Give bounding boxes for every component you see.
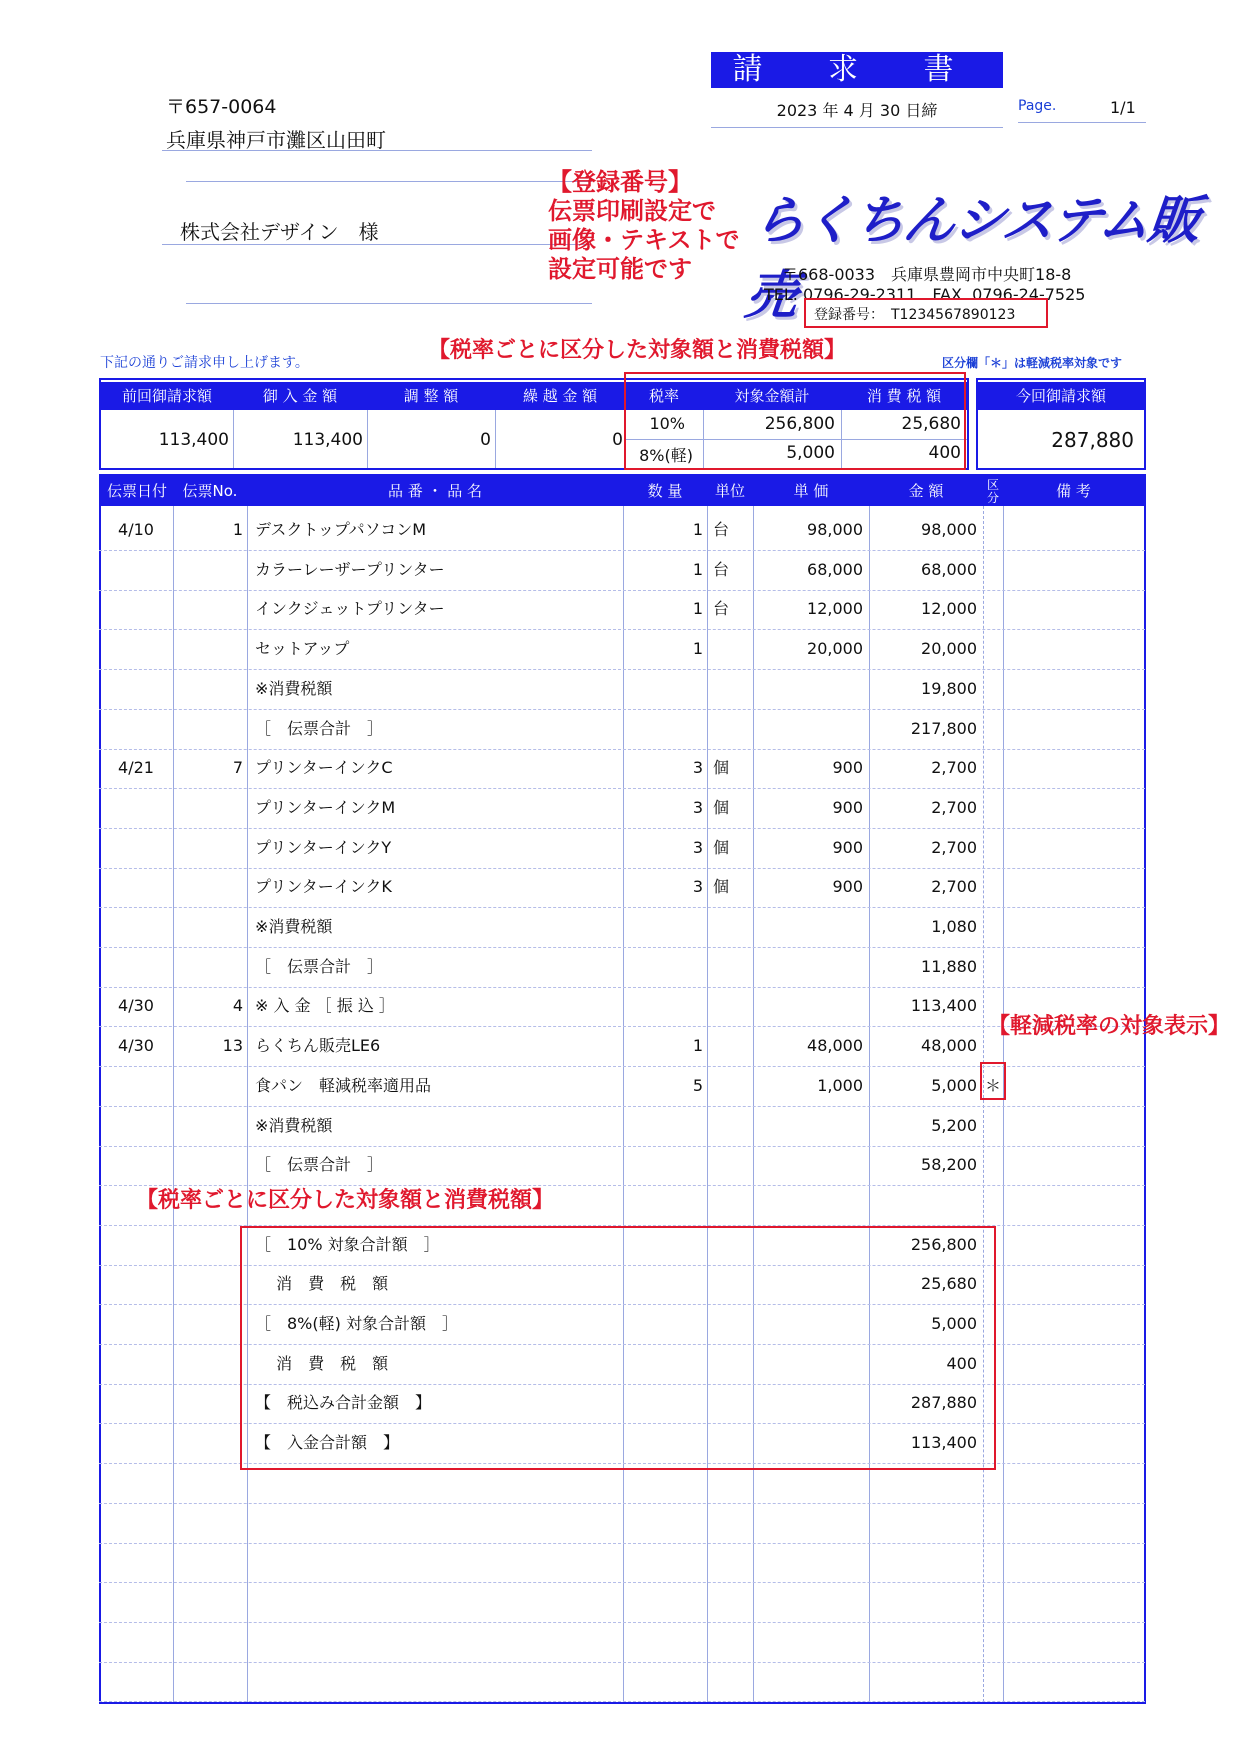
cell-qty: 3	[692, 758, 703, 778]
cell-unit: 台	[713, 599, 730, 619]
taxable-base-8: 5,000	[786, 443, 835, 463]
kubun-note: 区分欄「＊」は軽減税率対象です	[942, 356, 1123, 370]
col-header-item-name: 品 番 ・ 品 名	[247, 476, 623, 506]
cell-date	[101, 1066, 171, 1106]
cell-amount: 11,880	[921, 956, 977, 976]
cell-kubun: ＊	[984, 1075, 1001, 1095]
cell-price	[753, 947, 863, 987]
cell-price	[753, 1106, 863, 1146]
cell-price	[753, 709, 863, 749]
carryover-amount: 0	[612, 430, 623, 450]
cell-unit	[713, 947, 753, 987]
cell-date	[101, 907, 171, 947]
registration-annotation-line: 設定可能です	[548, 255, 692, 283]
cell-unit: 個	[713, 758, 730, 778]
cell-kubun	[983, 828, 1003, 868]
consumption-tax-8: 400	[928, 443, 961, 463]
adjustment-amount: 0	[480, 430, 491, 450]
cell-date	[101, 788, 171, 828]
cell-name: ※ 入 金 ［ 振 込 ］	[255, 996, 395, 1016]
cell-qty	[623, 907, 703, 947]
cell-amount: 48,000	[921, 1036, 977, 1056]
table-row	[99, 709, 1145, 750]
cell-no	[173, 947, 243, 987]
cell-no	[173, 1145, 243, 1185]
cell-kubun	[983, 510, 1003, 550]
cell-name: プリンターインクC	[255, 758, 393, 778]
cell-qty: 1	[692, 639, 703, 659]
cell-price: 1,000	[817, 1075, 863, 1095]
cell-no	[173, 709, 243, 749]
header-previous-billing: 前回御請求額	[101, 382, 233, 410]
cell-qty: 1	[692, 559, 703, 579]
tax-summary-highlight-box	[624, 372, 966, 470]
header-payment: 御 入 金 額	[233, 382, 367, 410]
table-row	[99, 1661, 1145, 1702]
company-underline	[162, 244, 592, 245]
cell-amount: 2,700	[931, 797, 977, 817]
header-current-billing: 今回御請求額	[978, 382, 1144, 410]
cell-amount: 20,000	[921, 639, 977, 659]
col-header-kubun: 区分	[983, 476, 1003, 506]
recipient-address: 兵庫県神戸市灘区山田町	[166, 128, 386, 152]
cell-unit: 台	[713, 520, 730, 539]
cell-amount: 113,400	[910, 996, 977, 1016]
table-row	[99, 907, 1145, 948]
recipient-postal: 〒657-0064	[166, 96, 277, 118]
cell-no	[173, 550, 243, 590]
cell-name: ［ 伝票合計 ］	[255, 1155, 384, 1175]
cell-kubun	[983, 788, 1003, 828]
payment-amount: 113,400	[292, 430, 363, 450]
cell-price: 48,000	[807, 1036, 863, 1056]
cell-no: 7	[232, 758, 243, 778]
tax-summary-annotation-bottom: 【税率ごとに区分した対象額と消費税額】	[136, 1188, 555, 1213]
cell-price: 900	[832, 758, 863, 778]
cell-amount: 400	[946, 1353, 977, 1373]
cell-kubun	[983, 629, 1003, 669]
cell-name: 【 入金合計額 】	[255, 1433, 400, 1453]
cell-date: 4/10	[118, 520, 154, 539]
table-row	[99, 550, 1145, 591]
cell-amount: 68,000	[921, 559, 977, 579]
cell-kubun	[983, 669, 1003, 709]
table-row	[99, 1106, 1145, 1147]
cell-price: 20,000	[807, 639, 863, 659]
cell-amount: 19,800	[921, 678, 977, 698]
table-row	[99, 510, 1145, 551]
cell-name: ［ 伝票合計 ］	[255, 956, 384, 976]
tax-rate-8-reduced: 8%(軽)	[639, 446, 693, 465]
cell-no	[173, 1264, 243, 1304]
cell-qty: 1	[692, 520, 703, 539]
cell-unit	[713, 709, 753, 749]
cell-unit: 個	[713, 797, 730, 817]
cell-price	[753, 1185, 863, 1225]
col-header-slip-no: 伝票No.	[173, 476, 247, 506]
page-number: 1/1	[1110, 98, 1136, 117]
greeting-text: 下記の通りご請求申し上げます。	[100, 355, 309, 371]
cell-price: 68,000	[807, 559, 863, 579]
header-adjustment: 調 整 額	[367, 382, 495, 410]
cell-name: ［ 伝票合計 ］	[255, 718, 384, 738]
header-carryover: 繰 越 金 額	[495, 382, 625, 410]
cell-no	[173, 867, 243, 907]
cell-amount: 58,200	[921, 1155, 977, 1175]
cell-no: 1	[232, 520, 243, 539]
cell-no	[173, 669, 243, 709]
cell-unit	[713, 1185, 753, 1225]
cell-amount	[869, 1185, 977, 1225]
registration-annotation-line: 【登録番号】	[548, 168, 692, 196]
cell-unit: 台	[713, 559, 730, 579]
consumption-tax-10: 25,680	[901, 414, 961, 434]
table-row	[99, 1145, 1145, 1186]
table-row	[99, 669, 1145, 710]
document-title: 請 求 書	[711, 52, 1003, 88]
cell-name: 消 費 税 額	[255, 1274, 389, 1294]
cell-price	[753, 1145, 863, 1185]
previous-billing-amount: 113,400	[158, 430, 229, 450]
cell-amount: 5,000	[931, 1314, 977, 1333]
cell-name: ［ 10% 対象合計額 ］	[255, 1234, 440, 1254]
cell-name: 食パン 軽減税率適用品	[255, 1075, 432, 1095]
cell-name: プリンターインクM	[255, 797, 396, 817]
cell-kubun	[983, 550, 1003, 590]
cell-date	[101, 1344, 171, 1384]
col-header-unit: 単位	[707, 476, 753, 506]
cell-unit	[713, 1106, 753, 1146]
closing-date: 2023 年 4 月 30 日締	[711, 98, 1003, 128]
cell-name: プリンターインクK	[255, 877, 392, 897]
cell-unit: 個	[713, 877, 730, 897]
cell-date	[101, 947, 171, 987]
cell-date: 4/21	[118, 758, 154, 778]
cell-unit	[713, 907, 753, 947]
cell-unit	[713, 629, 753, 669]
cell-kubun	[983, 947, 1003, 987]
cell-kubun	[983, 748, 1003, 788]
cell-price	[753, 907, 863, 947]
cell-qty: 1	[692, 599, 703, 619]
cell-no	[173, 1106, 243, 1146]
cell-amount: 113,400	[910, 1433, 977, 1453]
recipient-company: 株式会社デザイン 様	[180, 220, 379, 244]
recipient-bottom-line	[186, 303, 592, 304]
col-header-amount: 金 額	[869, 476, 983, 506]
col-header-remarks: 備 考	[1003, 476, 1144, 506]
cell-unit	[713, 1066, 753, 1106]
cell-price: 12,000	[807, 599, 863, 619]
cell-kubun	[983, 1185, 1003, 1225]
current-billing-amount: 287,880	[1051, 428, 1134, 452]
cell-name: ※消費税額	[255, 917, 333, 936]
cell-price: 900	[832, 837, 863, 857]
tax-totals-highlight-box	[240, 1226, 996, 1470]
reduced-rate-annotation: 【軽減税率の対象表示】	[988, 1014, 1231, 1039]
cell-date	[101, 629, 171, 669]
cell-no	[173, 907, 243, 947]
cell-no	[173, 788, 243, 828]
cell-name: ※消費税額	[255, 678, 333, 698]
cell-amount: 5,000	[931, 1075, 977, 1095]
cell-date	[101, 589, 171, 629]
cell-amount: 2,700	[931, 877, 977, 897]
cell-qty	[623, 709, 703, 749]
cell-unit	[713, 986, 753, 1026]
cell-kubun	[983, 867, 1003, 907]
header-tax-rate: 税率	[625, 382, 703, 410]
table-row	[99, 1582, 1145, 1623]
cell-no	[173, 589, 243, 629]
cell-name: ［ 8%(軽) 対象合計額 ］	[255, 1314, 458, 1333]
cell-date	[101, 1383, 171, 1423]
cell-qty	[623, 947, 703, 987]
cell-no	[173, 1344, 243, 1384]
cell-qty: 3	[692, 797, 703, 817]
header-consumption-tax: 消 費 税 額	[841, 382, 967, 410]
table-row	[99, 748, 1145, 789]
cell-kubun	[983, 907, 1003, 947]
cell-qty: 3	[692, 837, 703, 857]
taxable-base-10: 256,800	[764, 414, 835, 434]
cell-name: セットアップ	[255, 639, 350, 659]
cell-date	[101, 669, 171, 709]
cell-unit	[713, 669, 753, 709]
registration-annotation-line: 伝票印刷設定で	[548, 197, 716, 225]
cell-date	[101, 1423, 171, 1463]
cell-no	[173, 1383, 243, 1423]
cell-date: 4/30	[118, 996, 154, 1016]
table-row	[99, 867, 1145, 908]
cell-amount: 287,880	[910, 1393, 977, 1413]
registration-number: 登録番号： T1234567890123	[814, 307, 1016, 323]
cell-date	[101, 1106, 171, 1146]
page-underline	[1018, 122, 1146, 123]
table-row	[99, 788, 1145, 829]
table-row	[99, 629, 1145, 670]
cell-amount: 5,200	[931, 1115, 977, 1135]
cell-amount: 2,700	[931, 758, 977, 778]
cell-amount: 256,800	[910, 1234, 977, 1254]
cell-date	[101, 1225, 171, 1265]
table-row	[99, 947, 1145, 988]
cell-no: 13	[222, 1036, 243, 1056]
cell-qty: 1	[692, 1036, 703, 1056]
cell-qty: 5	[692, 1075, 703, 1095]
cell-name: プリンターインクY	[255, 837, 392, 857]
sender-tel-fax: TEL. 0796-29-2311 FAX. 0796-24-7525	[764, 285, 1086, 304]
cell-amount: 12,000	[921, 599, 977, 619]
cell-qty	[623, 669, 703, 709]
cell-no	[173, 1225, 243, 1265]
table-row	[99, 828, 1145, 869]
cell-price: 98,000	[807, 520, 863, 539]
sender-address: 〒668-0033 兵庫県豊岡市中央町18-8	[782, 265, 1072, 284]
address-line-2	[186, 181, 592, 182]
cell-name: ※消費税額	[255, 1115, 333, 1135]
col-header-date: 伝票日付	[101, 476, 173, 506]
cell-amount: 25,680	[921, 1274, 977, 1294]
cell-name: インクジェットプリンター	[255, 599, 445, 619]
cell-amount: 217,800	[910, 718, 977, 738]
registration-annotation-line: 画像・テキストで	[548, 226, 740, 254]
cell-kubun	[983, 589, 1003, 629]
cell-qty	[623, 1185, 703, 1225]
cell-name: らくちん販売LE6	[255, 1036, 381, 1056]
cell-no	[173, 629, 243, 669]
cell-no	[173, 1066, 243, 1106]
registration-annotation	[548, 168, 740, 284]
cell-price: 900	[832, 797, 863, 817]
cell-date	[101, 709, 171, 749]
cell-date	[101, 828, 171, 868]
cell-date	[101, 1304, 171, 1344]
cell-date	[101, 550, 171, 590]
table-row	[99, 1503, 1145, 1544]
cell-name: カラーレーザープリンター	[255, 559, 445, 579]
col-header-unit-price: 単 価	[753, 476, 869, 506]
header-taxable-base: 対象金額計	[703, 382, 841, 410]
col-header-quantity: 数 量	[623, 476, 707, 506]
cell-no: 4	[232, 996, 243, 1016]
cell-no	[173, 1423, 243, 1463]
cell-date	[101, 1264, 171, 1304]
cell-qty	[623, 1106, 703, 1146]
cell-price: 900	[832, 877, 863, 897]
cell-kubun	[983, 1145, 1003, 1185]
page-label: Page.	[1018, 98, 1057, 114]
cell-date: 4/30	[118, 1036, 154, 1056]
cell-date	[101, 1145, 171, 1185]
tax-rate-10: 10%	[649, 414, 685, 433]
cell-qty	[623, 986, 703, 1026]
cell-unit: 個	[713, 837, 730, 857]
cell-name: 消 費 税 額	[255, 1353, 389, 1373]
tax-summary-annotation: 【税率ごとに区分した対象額と消費税額】	[428, 338, 847, 363]
table-row	[99, 1542, 1145, 1583]
cell-price	[753, 986, 863, 1026]
cell-price	[753, 669, 863, 709]
cell-amount: 1,080	[931, 917, 977, 936]
cell-unit	[713, 1026, 753, 1066]
cell-no	[173, 1304, 243, 1344]
table-row	[99, 589, 1145, 630]
cell-amount: 98,000	[921, 520, 977, 539]
cell-amount: 2,700	[931, 837, 977, 857]
cell-name: デスクトップパソコンM	[255, 520, 427, 539]
cell-date	[101, 867, 171, 907]
cell-qty	[623, 1145, 703, 1185]
table-row	[99, 1622, 1145, 1663]
cell-name: 【 税込み合計金額 】	[255, 1393, 432, 1413]
sender-logo: らくちんシステム販売	[742, 191, 1202, 326]
cell-kubun	[983, 709, 1003, 749]
reduced-rate-highlight-box	[980, 1062, 1006, 1100]
cell-no	[173, 828, 243, 868]
cell-qty: 3	[692, 877, 703, 897]
address-underline	[162, 150, 592, 151]
cell-unit	[713, 1145, 753, 1185]
cell-kubun	[983, 1106, 1003, 1146]
